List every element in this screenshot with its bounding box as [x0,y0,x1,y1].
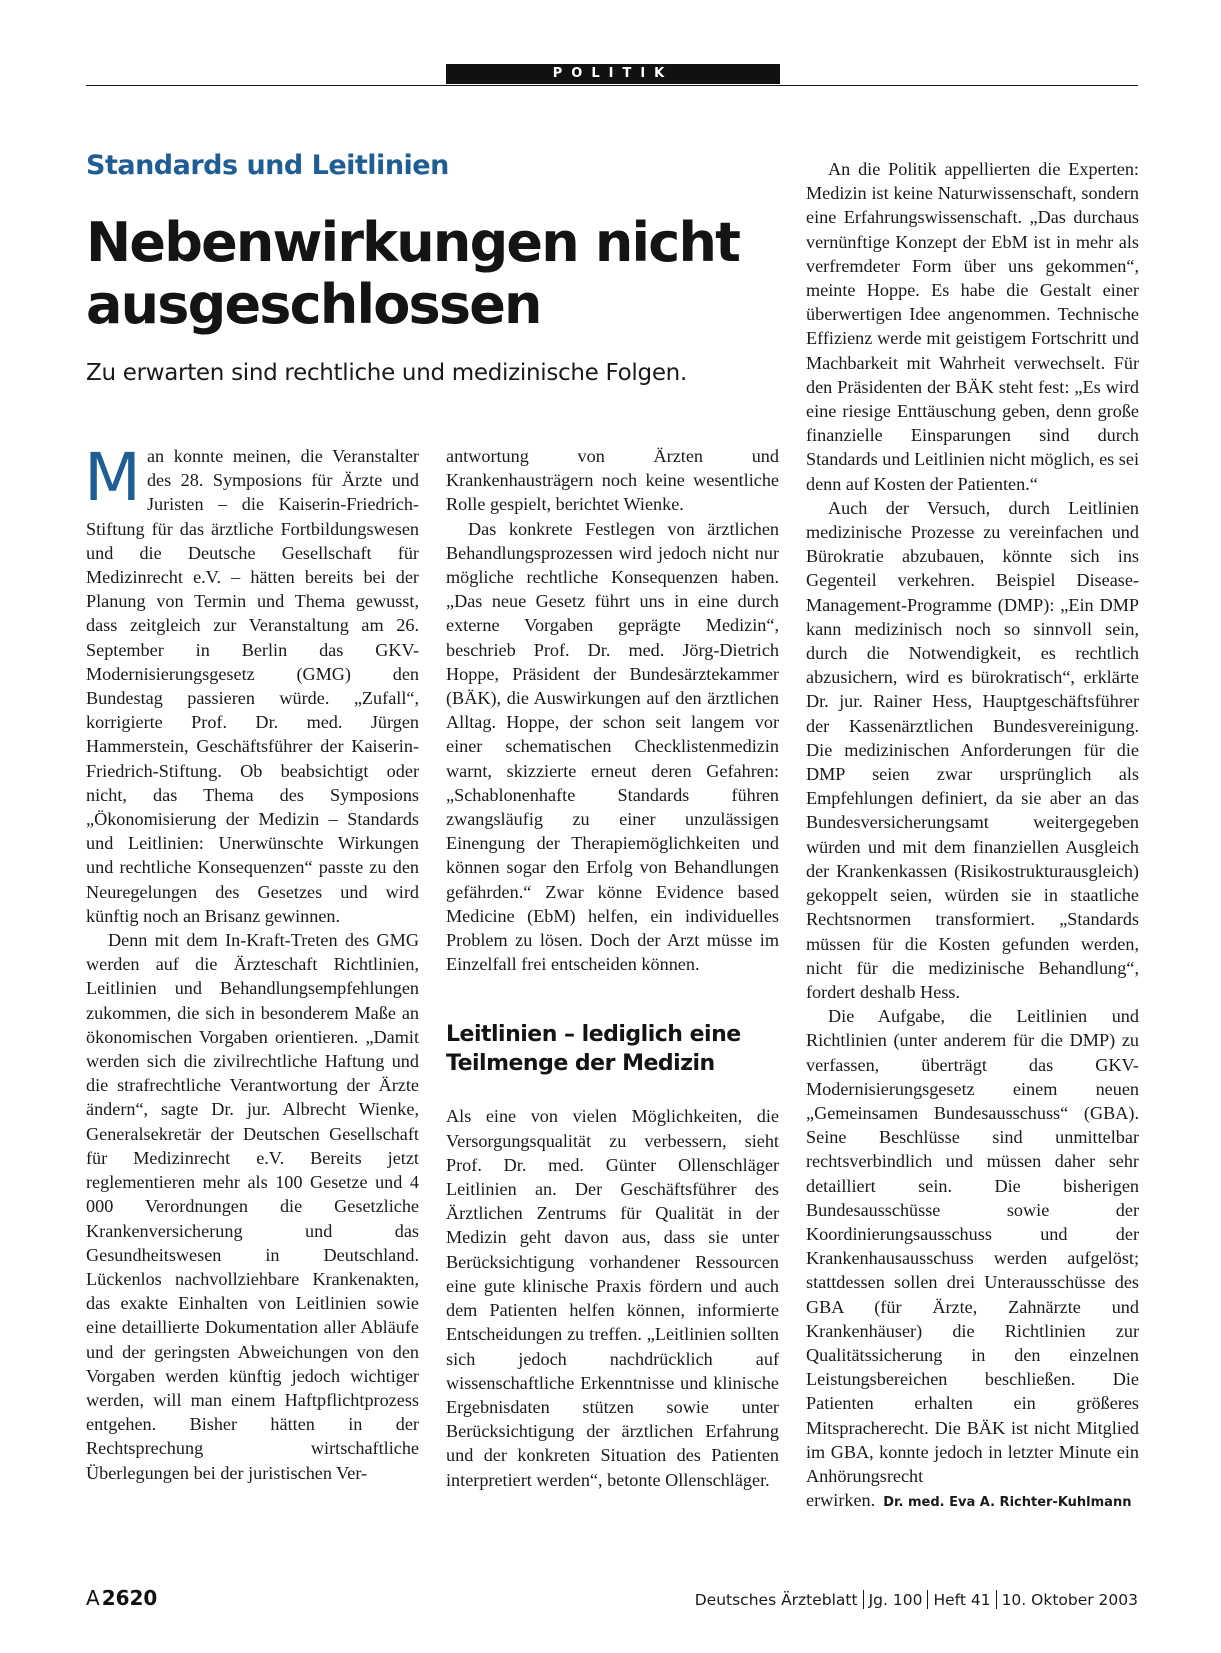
header-rule [86,85,1138,86]
paragraph: Das konkrete Festlegen von ärztlichen Behandlungsprozessen wird jedoch nicht nur mögliche rechtliche Konsequenzen haben. „Das neue Gesetz führt uns in eine durch externe Vorgaben geprägte Medizin“, beschrieb Prof. Dr. med. Jörg-Dietrich Hoppe, Präsident der Bundesärztekammer (BÄK), die Auswirkungen auf den ärztlichen Alltag. Hoppe, der schon seit langem vor einer schematischen Checklistenmedizin warnt, skizzierte erneut deren Gefahren: „Schablonenhafte Standards führen zwangsläufig zu einer unzulässigen Einengung der Therapiemöglichkeiten und können sogar den Erfolg von Behandlungen gefährden.“ Zwar könne Evidence based Medicine (EbM) helfen, ein individuelles Problem zu lösen. Doch der Arzt müsse im Einzelfall frei entscheiden können. [446,518,779,975]
article-kicker: Standards und Leitlinien [86,150,449,181]
footer-divider [927,1590,928,1609]
page-number [86,1586,157,1610]
paragraph [806,1004,1139,1515]
article-headline: Nebenwirkungen nicht ausgeschlossen [86,211,740,336]
footer-citation [695,1590,1138,1609]
text-column-3 [806,157,1139,1515]
paragraph: An die Politik appellierten die Experten: Medizin ist keine Naturwissenschaft, sondern eine Erfahrungswissenschaft. „Das durchaus vernünftige Konzept der EbM ist in mehr als verfremdeter Form über uns gekommen“, meinte Hoppe. Es habe die Gestalt einer überwertigen Idee angenommen. Technische Effizienz werde mit geistigem Fortschritt und Machbarkeit mit Wahrheit verwechselt. Für den Präsidenten der BÄK steht fest: „Es wird eine riesige Enttäuschung geben, denn große finanzielle Einsparungen sind durch Standards und Leitlinien nicht möglich, es sei denn auf Kosten der Patienten.“ [806,159,1139,494]
section-subheading: Leitlinien – lediglich eine Teilmenge der Medizin [446,1022,741,1077]
journal-issue: Heft 41 [933,1591,991,1609]
page-number-value: 2620 [101,1586,158,1610]
journal-date: 10. Oktober 2003 [1001,1591,1138,1609]
drop-cap: M [84,439,141,516]
text-column-1 [84,439,419,1485]
footer-divider [996,1590,997,1609]
section-label: POLITIK [446,64,780,84]
paragraph [84,439,419,928]
paragraph: Auch der Versuch, durch Leitlinien medizinische Prozesse zu vereinfachen und Bürokratie abzubauen, könnte sich ins Gegenteil verkehren. Beispiel Disease-Management-Programme (DMP): „Ein DMP kann medizinisch noch so sinnvoll sein, durch die Notwendigkeit, es rechtlich abzusichern, wird es bürokratisch“, erklärte Dr. jur. Rainer Hess, Hauptgeschäftsführer der Kassenärztlichen Bundesvereinigung. Die medizinischen Anforderungen für die DMP seien zwar ursprünglich als Empfehlungen definiert, da sie aber an das Bundesversicherungsamt weitergegeben würden und mit dem finanziellen Ausgleich der Krankenkassen (Risikostrukturausgleich) gekoppelt seien, würden sie in staatliche Rechtsnormen transformiert. „Standards müssen für die Kosten gefunden werden, nicht für die medizinische Behandlung“, fordert deshalb Hess. [806,497,1139,1002]
page-prefix: A [86,1586,100,1610]
paragraph-text: an konnte meinen, die Veranstalter des 28. Symposions für Ärzte und Juristen – die Kaiserin-Friedrich-Stiftung für das ärztliche Fortbildungswesen und die Deutsche Gesellschaft für Medizinrecht e.V. – hätten bereits bei der Planung von Termin und Thema gewusst, dass zeitgleich zur Veranstaltung am 26. September in Berlin das GKV-Modernisierungsgesetz (GMG) den Bundestag passieren würde. „Zufall“, korrigierte Prof. Dr. med. Jürgen Hammerstein, Geschäftsführer der Kaiserin-Friedrich-Stiftung. Ob beabsichtigt oder nicht, das Thema des Symposions „Ökonomisierung der Medizin – Standards und Leitlinien: Unerwünschte Wirkungen und rechtliche Konsequenzen“ passte zu den Neuregelungen des Gesetzes und wird künftig noch an Brisanz gewinnen. [86,446,419,926]
article-subtitle: Zu erwarten sind rechtliche und medizinische Folgen. [86,360,687,386]
journal-volume: Jg. 100 [868,1591,923,1609]
footer-divider [863,1590,864,1609]
paragraph: Als eine von vielen Möglichkeiten, die Versorgungsqualität zu verbessern, sieht Prof. Dr. med. Günter Ollenschläger Leitlinien an. Der Geschäftsführer des Ärztlichen Zentrums für Qualität in der Medizin geht davon aus, dass sie unter Berücksichtigung vorhandener Ressourcen eine gute klinische Praxis fördern und auch dem Patienten helfen können, informierte Entscheidungen zu treffen. „Leitlinien sollten sich jedoch nachdrücklich auf wissenschaftliche Erkenntnisse und klinische Ergebnisdaten stützen sowie unter Berücksichtigung der ärztlichen Erfahrung und der konkreten Situation des Patienten interpretiert werden“, betonte Ollenschläger. [446,1106,779,1490]
paragraph: antwortung von Ärzten und Krankenhausträgern noch keine wesentliche Rolle gespielt, berichtet Wienke. [446,446,779,515]
author-byline: Dr. med. Eva A. Richter-Kuhlmann [883,1495,1132,1511]
paragraph-text: Die Aufgabe, die Leitlinien und Richtlinien (unter anderem für die DMP) zu verfassen, überträgt das GKV-Modernisierungsgesetz einem neuen „Gemeinsamen Bundesausschuss“ (GBA). Seine Beschlüsse sind unmittelbar rechtsverbindlich und müssen daher sehr detailliert sein. Die bisherigen Bundesausschüsse sowie der Koordinierungsausschuss und der Krankenhausausschuss werden aufgelöst; stattdessen sollen drei Unterausschüsse des GBA (für Ärzte, Zahnärzte und Krankenhäuser) die Richtlinien zur Qualitätssicherung in den einzelnen Leistungsbereichen beschließen. Die Patienten erhalten ein größeres Mitspracherecht. Die BÄK ist nicht Mitglied im GBA, konnte jedoch in letzter Minute ein Anhörungsrecht erwirken. [806,1006,1139,1511]
paragraph: Denn mit dem In-Kraft-Treten des GMG werden auf die Ärzteschaft Richtlinien, Leitlinien und Behandlungsempfehlungen zukommen, die sich in besonderem Maße an ökonomischen Vorgaben orientieren. „Damit werden sich die zivilrechtliche Haftung und die strafrechtliche Verantwortung der Ärzte ändern“, sagte Dr. jur. Albrecht Wienke, Generalsekretär der Deutschen Gesellschaft für Medizinrecht e.V. Bereits jetzt reglementieren mehr als 100 Gesetze und 4 000 Verordnungen die Gesetzliche Krankenversicherung und das Gesundheitswesen in Deutschland. Lückenlos nachvollziehbare Krankenakten, das exakte Einhalten von Leitlinien sowie eine detaillierte Dokumentation aller Abläufe und der geringsten Abweichungen von den Vorgaben werden künftig jedoch wichtiger werden, will man einem Haftpflichtprozess entgehen. Bisher hätten in der Rechtsprechung wirtschaftliche Überlegungen bei der juristischen Ver- [86,930,419,1483]
text-column-2 [446,444,779,1492]
journal-name: Deutsches Ärzteblatt [694,1591,858,1609]
